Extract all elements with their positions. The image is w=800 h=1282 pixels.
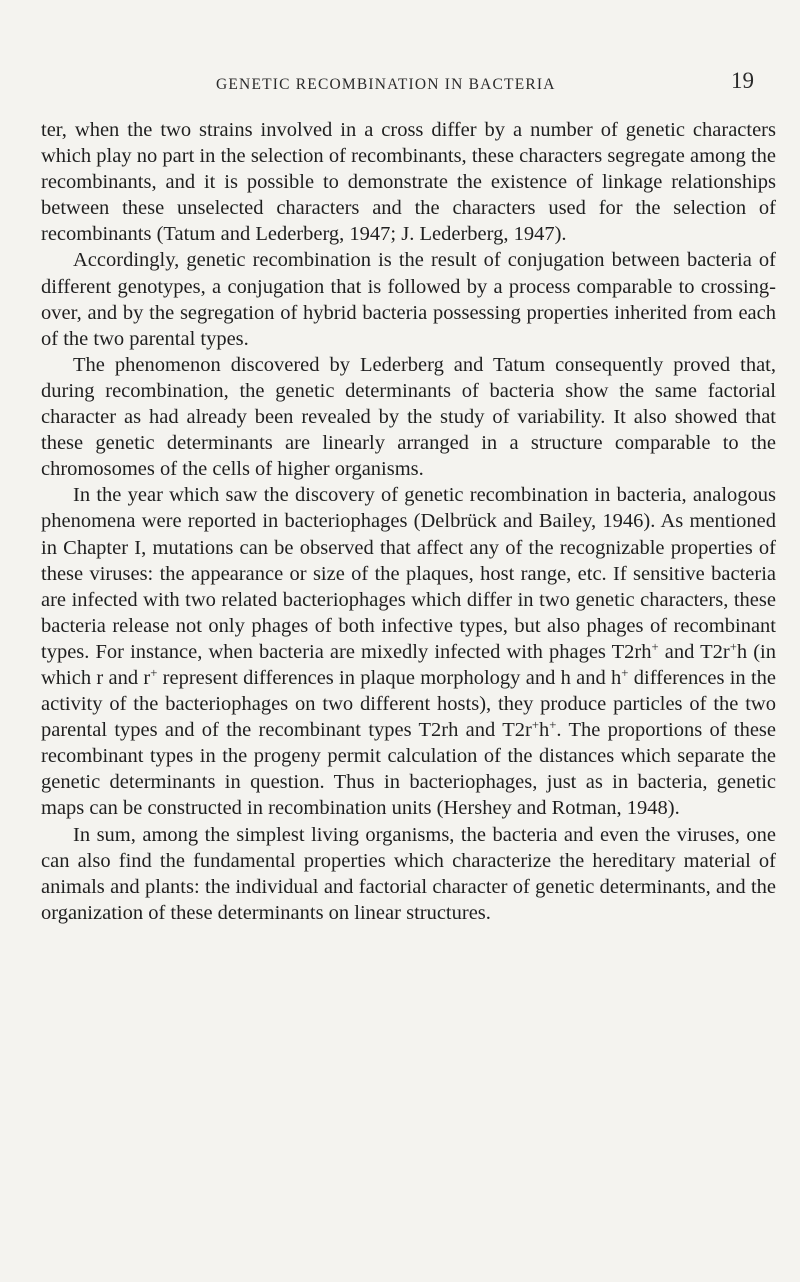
superscript-plus: + bbox=[150, 665, 158, 680]
text-run: and T2r bbox=[658, 640, 730, 663]
paragraph-continued: ter, when the two strains involved in a cross differ by a number of genetic characters which play no part in the selection of recombinants, these characters segregate among the recombinants, and it is possible to demonstrate the existence of linkage relationships between these unselected characters and the characters used for the selection of recombinants (Tatum and Lederberg, 1947; J. Lederberg, 1947). bbox=[41, 119, 776, 246]
text-run: represent differences in plaque morphology and h and h bbox=[157, 666, 622, 689]
text-run: . The proportions of these recombinant types in the progeny permit calculation of the distances which separate the genetic determinants in question. Thus in bacteriophages, just as in bacteria, genetic maps can be constructed in recombination units (Hershey and Rotman, 1948). bbox=[41, 719, 776, 820]
text-run: differences in the activity of the bacteriophages on two different hosts), they produce particles of the two parental types and of the recombinant types T2rh and T2r bbox=[41, 666, 776, 742]
superscript-plus: + bbox=[531, 718, 539, 733]
page-number: 19 bbox=[731, 68, 754, 93]
paragraph-factorial-character: The phenomenon discovered by Lederberg and Tatum consequently proved that, during recombination, the genetic determinants of bacteria show the same factorial character as had already been revealed by the study of variability. It also showed that these genetic determinants are linearly arranged in a structure comparable to the chromosomes of the cells of higher organisms. bbox=[41, 353, 776, 481]
running-title: GENETIC RECOMBINATION IN BACTERIA bbox=[216, 76, 556, 93]
body-text bbox=[41, 117, 776, 926]
running-head bbox=[0, 64, 800, 100]
superscript-plus: + bbox=[651, 639, 659, 654]
text-run: In the year which saw the discovery of genetic recombination in bacteria, analogous phenomena were reported in bacteriophages (Delbrück and Bailey, 1946). As mentioned in Chapter I, mutations can be observed that affect any of the recognizable properties of these viruses: the appearance or size of the plaques, host range, etc. If sensitive bacteria are infected with two related bacteriophages which differ in two genetic characters, these bacteria release not only phages of both infective types, but also phages of recombinant types. For instance, when bacteria are mixedly infected with phages T2rh bbox=[41, 484, 776, 663]
superscript-plus: + bbox=[621, 665, 629, 680]
text-run: h bbox=[539, 719, 550, 742]
paragraph-summary: In sum, among the simplest living organisms, the bacteria and even the viruses, one can also find the fundamental properties which characterize the hereditary material of animals and plants: the individual and factorial character of genetic determinants, and the organization of these determinants on linear structures. bbox=[41, 823, 776, 924]
superscript-plus: + bbox=[549, 718, 557, 733]
paragraph-conjugation: Accordingly, genetic recombination is the result of conjugation between bacteria of different genotypes, a conjugation that is followed by a process comparable to crossing-over, and by the segregation of hybrid bacteria possessing properties inherited from each of the two parental types. bbox=[41, 249, 776, 350]
superscript-plus: + bbox=[729, 639, 737, 654]
text-run: h (in which r and r bbox=[41, 640, 776, 689]
paragraph-bacteriophages bbox=[41, 482, 776, 821]
